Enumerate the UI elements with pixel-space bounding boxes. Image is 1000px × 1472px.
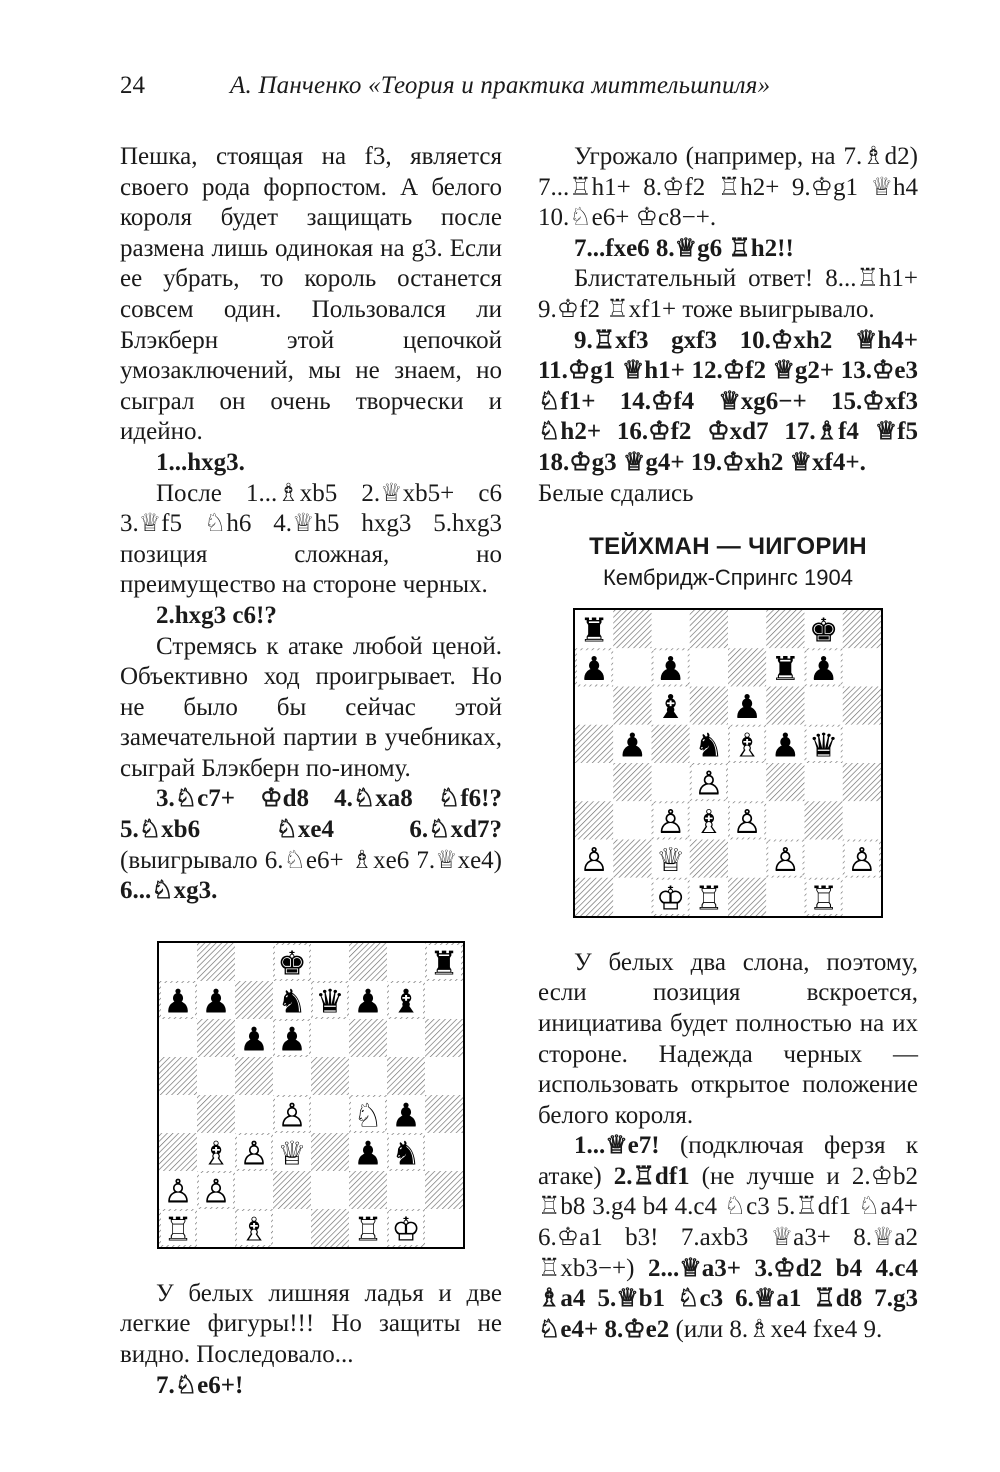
- move-line: 7.♘e6+!: [156, 1371, 244, 1399]
- dark-square: [613, 686, 651, 724]
- white-piece-d3: ♕: [277, 1134, 307, 1173]
- white-piece-c1: ♗: [239, 1210, 269, 1247]
- white-piece-d3: ♗: [694, 801, 724, 841]
- running-title: А. Панченко «Теория и практика миттельшпиля»: [230, 72, 771, 99]
- comment-text: (или 8.♗xe4 fxe4 9.: [669, 1315, 883, 1343]
- dark-square: [766, 610, 804, 648]
- move-line: 1...hxg3.: [156, 448, 245, 476]
- black-piece-d5: ♞: [694, 725, 724, 765]
- black-piece-g4: ♟: [391, 1096, 421, 1135]
- light-square: [159, 943, 197, 981]
- black-piece-c7: ♟: [655, 648, 686, 688]
- black-piece-f7: ♟: [353, 982, 383, 1021]
- white-piece-d7: ♞: [277, 982, 307, 1021]
- light-square: [159, 1095, 197, 1133]
- dark-square: [349, 1171, 387, 1209]
- white-piece-g1: ♔: [391, 1210, 421, 1247]
- white-piece-b2: ♙: [201, 1172, 231, 1211]
- dark-square: [425, 1095, 463, 1133]
- light-square: [425, 1209, 463, 1247]
- dark-square: [690, 839, 728, 877]
- dark-square: [766, 686, 804, 724]
- black-piece-f7: ♜: [770, 648, 801, 688]
- dark-square: [197, 1019, 235, 1057]
- dark-square: [843, 610, 881, 648]
- white-piece-d1: ♖: [694, 878, 724, 916]
- paragraph: Блистательный ответ! 8...♖h1+ 9.♔f2 ♖xf1+ тоже выигрывало.: [538, 265, 918, 323]
- light-square: [805, 686, 843, 724]
- light-square: [843, 877, 881, 915]
- light-square: [425, 1133, 463, 1171]
- dark-square: [311, 1057, 349, 1095]
- chessboard-2: [575, 610, 881, 916]
- paragraph: После 1...♗xb5 2.♕xb5+ c6 3.♕f5 ♘h6 4.♕h5 hxg3 5.hxg3 позиция сложная, но преимущество на стороне черных.: [120, 479, 502, 599]
- light-square: [766, 801, 804, 839]
- dark-square: [197, 1095, 235, 1133]
- black-piece-e6: ♟: [732, 686, 762, 726]
- light-square: [613, 648, 651, 686]
- dark-square: [159, 1057, 197, 1095]
- light-square: [387, 943, 425, 981]
- black-piece-h8: ♜: [429, 944, 459, 983]
- page-number: 24: [120, 72, 145, 99]
- paragraph: Белые сдались: [538, 479, 694, 507]
- light-square: [235, 1171, 273, 1209]
- dark-square: [728, 877, 766, 915]
- light-square: [311, 943, 349, 981]
- white-piece-a2: ♙: [163, 1172, 193, 1211]
- light-square: [235, 1095, 273, 1133]
- dark-square: [843, 686, 881, 724]
- dark-square: [425, 1019, 463, 1057]
- black-piece-b5: ♟: [617, 725, 648, 765]
- dark-square: [690, 610, 728, 648]
- dark-square: [197, 943, 235, 981]
- light-square: [652, 763, 690, 801]
- black-piece-d6: ♟: [277, 1020, 307, 1059]
- light-square: [311, 1095, 349, 1133]
- move-line: 7...fxe6 8.♕g6 ♖h2!!: [574, 234, 794, 262]
- comment-text: (подключая ферзя к атаке): [538, 1132, 918, 1190]
- white-piece-h2: ♙: [847, 839, 877, 879]
- white-piece-f4: ♘: [353, 1096, 383, 1135]
- light-square: [843, 801, 881, 839]
- dark-square: [766, 763, 804, 801]
- dark-square: [728, 648, 766, 686]
- move-text: 6...♘xg3.: [120, 877, 218, 905]
- light-square: [349, 1057, 387, 1095]
- light-square: [728, 763, 766, 801]
- chessboard-1: [159, 943, 463, 1247]
- dark-square: [273, 1171, 311, 1209]
- light-square: [652, 610, 690, 648]
- light-square: [159, 1019, 197, 1057]
- paragraph: У белых лишняя ладья и две легкие фигуры!!! Но защиты не видно. Последовало...: [120, 1279, 502, 1369]
- light-square: [273, 1209, 311, 1247]
- light-square: [425, 1057, 463, 1095]
- white-piece-g1: ♖: [808, 878, 839, 916]
- dark-square: [311, 1209, 349, 1247]
- white-piece-a2: ♙: [579, 839, 609, 879]
- chess-diagram-1: [157, 941, 465, 1249]
- light-square: [728, 839, 766, 877]
- paragraph: Стремясь к атаке любой ценой. Объективно ход проигрывает. Но не было бы сейчас этой замечательной партии в учебниках, сыграй Блэкберн по-иному.: [120, 632, 502, 782]
- dark-square: [575, 877, 613, 915]
- black-piece-f5: ♟: [770, 725, 801, 765]
- black-piece-a7: ♟: [579, 648, 609, 688]
- light-square: [575, 686, 613, 724]
- white-piece-e3: ♙: [732, 801, 762, 841]
- dark-square: [235, 981, 273, 1019]
- page-header: [120, 72, 840, 112]
- dark-square: [425, 1171, 463, 1209]
- move-paragraph: 9.♖xf3 gxf3 10.♔xh2 ♕h4+ 11.♔g1 ♕h1+ 12.♔f2 ♕g2+ 13.♔e3 ♘f1+ 14.♔f4 ♕xg6−+ 15.♔xf3 ♘h2+ 16.♔f2 ♔xd7 17.♗f4 ♕f5 18.♔g3 ♕g4+ 19.♔xh2 ♕xf4+.: [538, 326, 918, 476]
- dark-square: [613, 839, 651, 877]
- white-piece-a1: ♖: [163, 1210, 193, 1247]
- dark-square: [349, 1019, 387, 1057]
- black-piece-b7: ♟: [201, 982, 231, 1021]
- light-square: [613, 801, 651, 839]
- light-square: [311, 1171, 349, 1209]
- light-square: [387, 1019, 425, 1057]
- dark-square: [387, 1057, 425, 1095]
- dark-square: [613, 610, 651, 648]
- game-event: Кембридж-Спрингс 1904: [602, 565, 853, 591]
- paragraph: У белых два слона, поэтому, если позиция вскроется, инициатива будет полностью на их стороне. Надежда черных — использовать открытое положение белого короля.: [538, 948, 918, 1129]
- light-square: [766, 877, 804, 915]
- black-piece-g7: ♝: [391, 982, 421, 1021]
- white-piece-c3: ♙: [655, 801, 686, 841]
- move-paragraph: [538, 1131, 918, 1345]
- move-line: 2.hxg3 c6!?: [156, 601, 277, 629]
- white-piece-f2: ♙: [770, 839, 801, 879]
- light-square: [425, 981, 463, 1019]
- move-text: 3.♘c7+ ♔d8 4.♘xa8 ♘f6!? 5.♘xb6 ♘xe4 6.♘xd7?: [120, 785, 502, 844]
- light-square: [197, 1209, 235, 1247]
- move-paragraph: [120, 784, 502, 906]
- white-piece-c3: ♙: [239, 1134, 269, 1173]
- black-piece-g8: ♚: [808, 610, 839, 650]
- dark-square: [805, 801, 843, 839]
- dark-square: [235, 1057, 273, 1095]
- dark-square: [349, 943, 387, 981]
- dark-square: [690, 686, 728, 724]
- dark-square: [575, 724, 613, 762]
- black-piece-f3: ♟: [353, 1134, 383, 1173]
- white-piece-f1: ♖: [353, 1210, 383, 1247]
- light-square: [843, 648, 881, 686]
- move-text: 2.♖df1: [613, 1162, 690, 1190]
- black-piece-g5: ♛: [808, 725, 839, 765]
- black-piece-c6: ♟: [239, 1020, 269, 1059]
- right-column: [538, 142, 918, 1345]
- dark-square: [311, 1133, 349, 1171]
- paragraph: Пешка, стоящая на f3, является своего рода форпостом. А белого короля будет защищать после размена лишь одинокая на g3. Если ее убрать, то король останется совсем один. Пользовался ли Блэкберн этой цепочкой умозаключений, мы не знаем, но сыграл он очень творчески и идейно.: [120, 143, 502, 446]
- dark-square: [843, 763, 881, 801]
- light-square: [311, 1019, 349, 1057]
- comment-text: (не лучше и 2.♔b2 ♖b8 3.g4 b4 4.c4 ♘c3 5.♖df1 ♘a4+ 6.♔a1 b3! 7.axb3 ♕a3+ 8.♕a2 ♖xb3−+): [538, 1162, 918, 1282]
- light-square: [575, 763, 613, 801]
- white-piece-b3: ♗: [201, 1134, 231, 1173]
- game-heading: [538, 531, 918, 594]
- black-piece-a7: ♟: [163, 982, 193, 1021]
- comment-text: (выигрывало 6.♘e6+ ♗xe6 7.♕xe4): [120, 846, 502, 874]
- game-title: ТЕЙХМАН — ЧИГОРИН: [589, 533, 867, 561]
- dark-square: [613, 763, 651, 801]
- black-piece-g3: ♞: [391, 1134, 421, 1173]
- white-piece-d4: ♙: [277, 1096, 307, 1135]
- black-piece-c6: ♝: [655, 686, 686, 726]
- light-square: [387, 1171, 425, 1209]
- chess-diagram-2: [573, 608, 883, 918]
- light-square: [235, 943, 273, 981]
- light-square: [805, 763, 843, 801]
- light-square: [728, 610, 766, 648]
- black-piece-g7: ♟: [808, 648, 839, 688]
- light-square: [273, 1057, 311, 1095]
- white-piece-d4: ♙: [694, 763, 724, 803]
- light-square: [197, 1057, 235, 1095]
- left-column: [120, 142, 502, 1401]
- light-square: [805, 839, 843, 877]
- dark-square: [652, 724, 690, 762]
- black-piece-e7: ♛: [315, 982, 345, 1021]
- white-piece-c1: ♔: [655, 878, 686, 916]
- move-text: 1...♕e7!: [574, 1132, 660, 1160]
- dark-square: [159, 1133, 197, 1171]
- light-square: [690, 648, 728, 686]
- move-text: 2...♕a3+ 3.♔d2 b4 4.c4 ♗a4 5.♕b1 ♘c3 6.♕a1 ♖d8 7.g3 ♘e4+ 8.♔e2: [538, 1254, 919, 1343]
- black-piece-a8: ♜: [579, 610, 609, 650]
- white-piece-e5: ♗: [732, 725, 762, 765]
- dark-square: [575, 801, 613, 839]
- light-square: [843, 724, 881, 762]
- white-piece-c2: ♕: [655, 839, 686, 879]
- light-square: [613, 877, 651, 915]
- paragraph: Угрожало (например, на 7.♗d2) 7...♖h1+ 8.♔f2 ♖h2+ 9.♔g1 ♕h4 10.♘e6+ ♔c8−+.: [538, 143, 918, 232]
- black-piece-d8: ♚: [277, 944, 307, 983]
